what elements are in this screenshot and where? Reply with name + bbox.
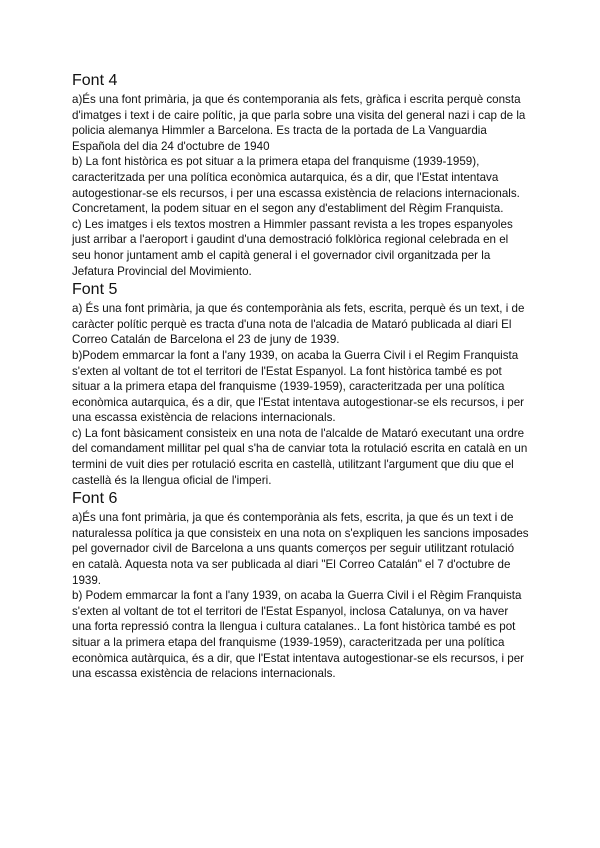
section-font-5 [72,279,530,488]
paragraph: b) Podem emmarcar la font a l'any 1939, on acaba la Guerra Civil i el Règim Franquista s'exten al voltant de tot el territori de l'Estat Espanyol, inclosa Catalunya, on va haver una forta repressió contra la llengua i cultura catalanes.. La font històrica també es pot situar a la primera etapa del franquisme (1939-1959), caracteritzada per una política econòmica autàrquica, és a dir, que l'Estat intentava autogestionar-se els recursos, i per una escassa existència de relacions internacionals. [72,589,525,681]
paragraph: b) La font històrica es pot situar a la primera etapa del franquisme (1939-1959), caracteritzada per una política econòmica autarquica, és a dir, que l'Estat intentava autogestionar-se els recursos, i per una escassa existència de relacions internacionals. Concretament, la podem situar en el segon any d'establiment del Règim Franquista. [72,155,520,216]
paragraph: b)Podem emmarcar la font a l'any 1939, on acaba la Guerra Civil i el Regim Franquista s'exten al voltant de tot el territori de l'Estat Espanyol. La font històrica també es pot situar a la primera etapa del franquisme (1939-1959), caracteritzada per una política econòmica autarquica, és a dir, que l'Estat intentava autogestionar-se els recursos, i per una escassa existència de relacions internacionals. [72,348,525,425]
paragraph: c) Les imatges i els textos mostren a Himmler passant revista a les tropes espanyoles just arribar a l'aeroport i gaudint d'una demostració folklòrica regional celebrada en el seu honor juntament amb el capità general i el governador civil organitzada per la Jefatura Provincial del Movimiento. [72,217,513,278]
paragraph: a)És una font primària, ja que és contemporania als fets, gràfica i escrita perquè consta d'imatges i text i de caire polític, ja que parla sobre una visita del general nazi i cap de la policia alemanya Himmler a Barcelona. Es tracta de la portada de La Vanguardia Española del dia 24 d'octubre de 1940 [72,93,526,153]
paragraph: a) És una font primària, ja que és contemporània als fets, escrita, perquè és un text, i de caràcter polític perquè es tracta d'una nota de l'alcadia de Mataró publicada al diari El Correo Catalán de Barcelona el 23 de juny de 1939. [72,302,525,347]
section-font-6 [72,488,530,682]
paragraph: a)És una font primària, ja que és contemporània als fets, escrita, ja que és un text i de naturalessa política ja que consisteix en una nota on s'expliquen les sancions imposades pel governador civil de Barcelona a uns quants comerços per seguir utilitzant rotulació en català. Aquesta nota va ser publicada al diari "El Correo Catalán" el 7 d'octubre de 1939. [72,511,529,587]
paragraph: c) La font bàsicament consisteix en una nota de l'alcalde de Mataró executant una ordre del comandament millitar pel qual s'ha de canviar tota la rotulació escrita en català en un termini de vuit dies per rotulació escrita en castellà, utilitzant l'argument que diu que el castellà és la llengua oficial de l'imperi. [72,426,528,487]
section-title: Font 5 [72,281,118,299]
section-title: Font 4 [72,72,118,89]
section-font-4 [72,70,530,279]
section-title: Font 6 [72,490,118,508]
